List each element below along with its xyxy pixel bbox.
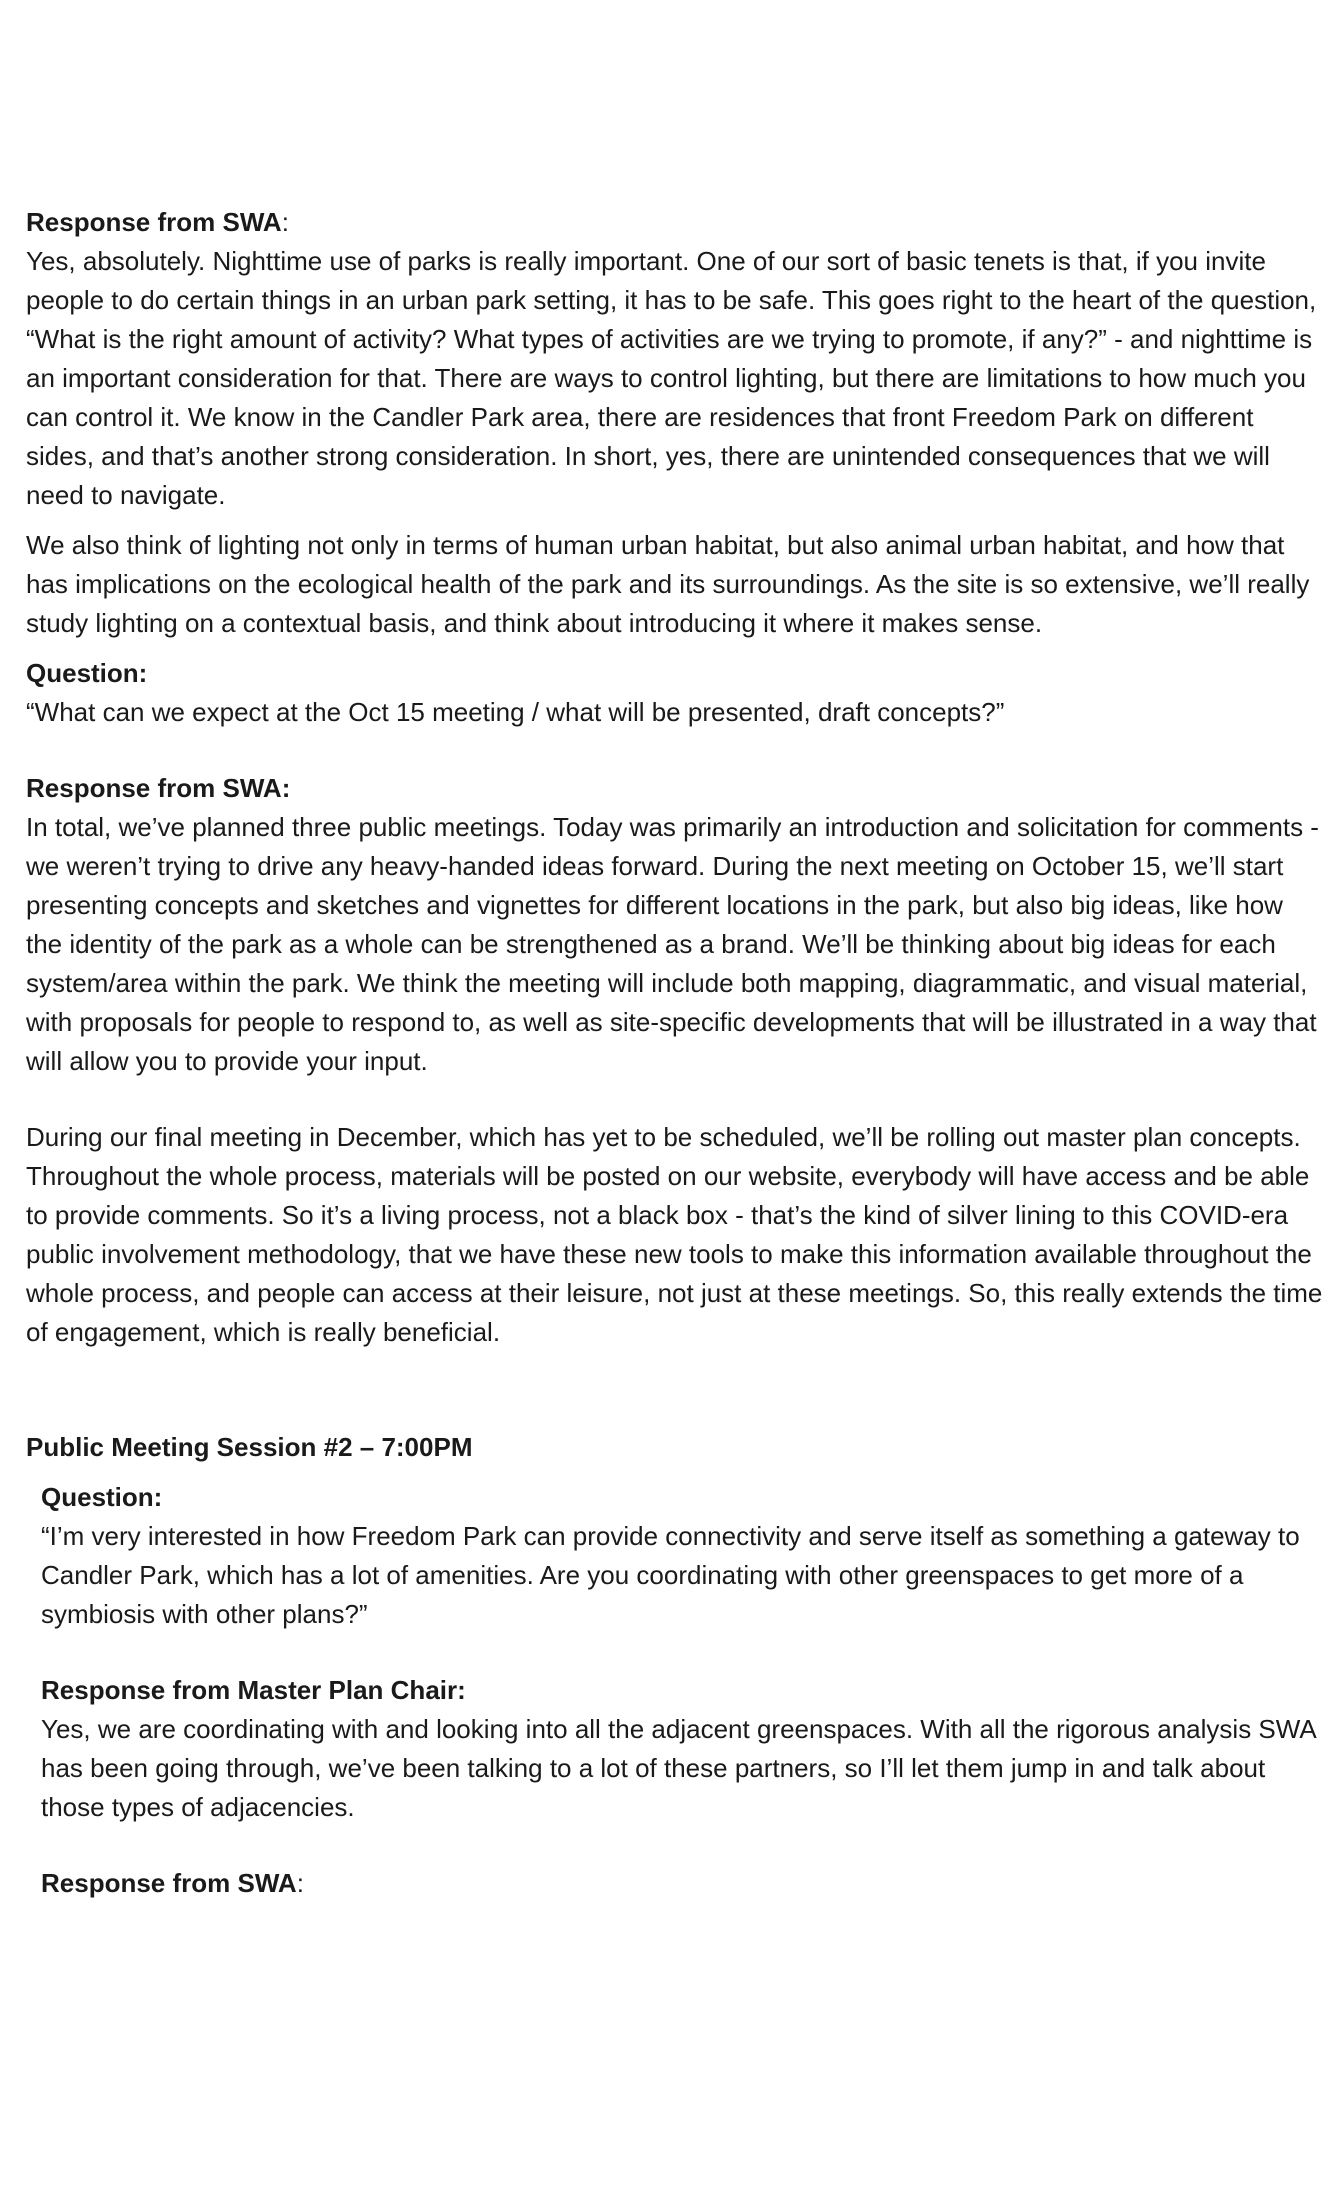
question-heading: Question: (26, 658, 148, 688)
response-paragraph: During our final meeting in December, which has yet to be scheduled, we’ll be rolling out master plan concepts. Throughout the whole process, materials will be posted on our website, everybody will have access and be able to provide comments. So it’s a living process, not a black box - that’s the kind of silver lining to this COVID-era public involvement methodology, that we have these new tools to make this information available throughout the whole process, and people can access at their leisure, not just at these meetings. So, this really extends the time of engagement, which is really beneficial. (26, 1122, 1323, 1347)
response-paragraph: In total, we’ve planned three public meetings. Today was primarily an introduction and solicitation for comments - we weren’t trying to drive any heavy-handed ideas forward. During the next meeting on October 15, we’ll start presenting concepts and sketches and vignettes for different locations in the park, but also big ideas, like how the identity of the park as a whole can be strengthened as a brand. We’ll be thinking about big ideas for each system/area within the park. We think the meeting will include both mapping, diagrammatic, and visual material, with proposals for people to respond to, as well as site-specific developments that will be illustrated in a way that will allow you to provide your input. (26, 812, 1319, 1076)
response-heading-colon: : (281, 207, 289, 237)
chair-response-text: Yes, we are coordinating with and looking into all the adjacent greenspaces. With all the rigorous analysis SWA has been going through, we’ve been talking to a lot of these partners, so I’ll let them jump in and talk about those types of adjacencies. (41, 1714, 1316, 1822)
response-paragraph: Yes, absolutely. Nighttime use of parks is really important. One of our sort of basic tenets is that, if you invite people to do certain things in an urban park setting, it has to be safe. This goes right to the heart of the question, “What is the right amount of activity? What types of activities are we trying to promote, if any?” - and nighttime is an important consideration for that. There are ways to control lighting, but there are limitations to how much you can control it. We know in the Candler Park area, there are residences that front Freedom Park on different sides, and that’s another strong consideration. In short, yes, there are unintended consequences that we will need to navigate. (26, 246, 1317, 510)
response-heading (26, 203, 1324, 242)
chair-response-heading: Response from Master Plan Chair: (41, 1675, 466, 1705)
question-text: “I’m very interested in how Freedom Park can provide connectivity and serve itself as something a gateway to Candler Park, which has a lot of amenities. Are you coordinating with other greenspaces to get more of a symbiosis with other plans?” (41, 1521, 1300, 1629)
response-heading-text: Response from SWA (41, 1868, 297, 1898)
question-text: “What can we expect at the Oct 15 meeting / what will be presented, draft concepts?” (26, 697, 1005, 727)
document-body (26, 203, 1324, 1903)
response-heading-text: Response from SWA (26, 207, 282, 237)
session-title: Public Meeting Session #2 – 7:00PM (26, 1432, 473, 1462)
question-heading: Question: (41, 1482, 163, 1512)
response-heading-colon: : (296, 1868, 304, 1898)
response-heading (41, 1864, 1324, 1903)
response-heading: Response from SWA: (26, 773, 291, 803)
session-content (26, 1467, 1324, 1903)
response-paragraph: We also think of lighting not only in terms of human urban habitat, but also animal urban habitat, and how that has implications on the ecological health of the park and its surroundings. As the site is so extensive, we’ll really study lighting on a contextual basis, and think about introducing it where it makes sense. (26, 530, 1310, 638)
